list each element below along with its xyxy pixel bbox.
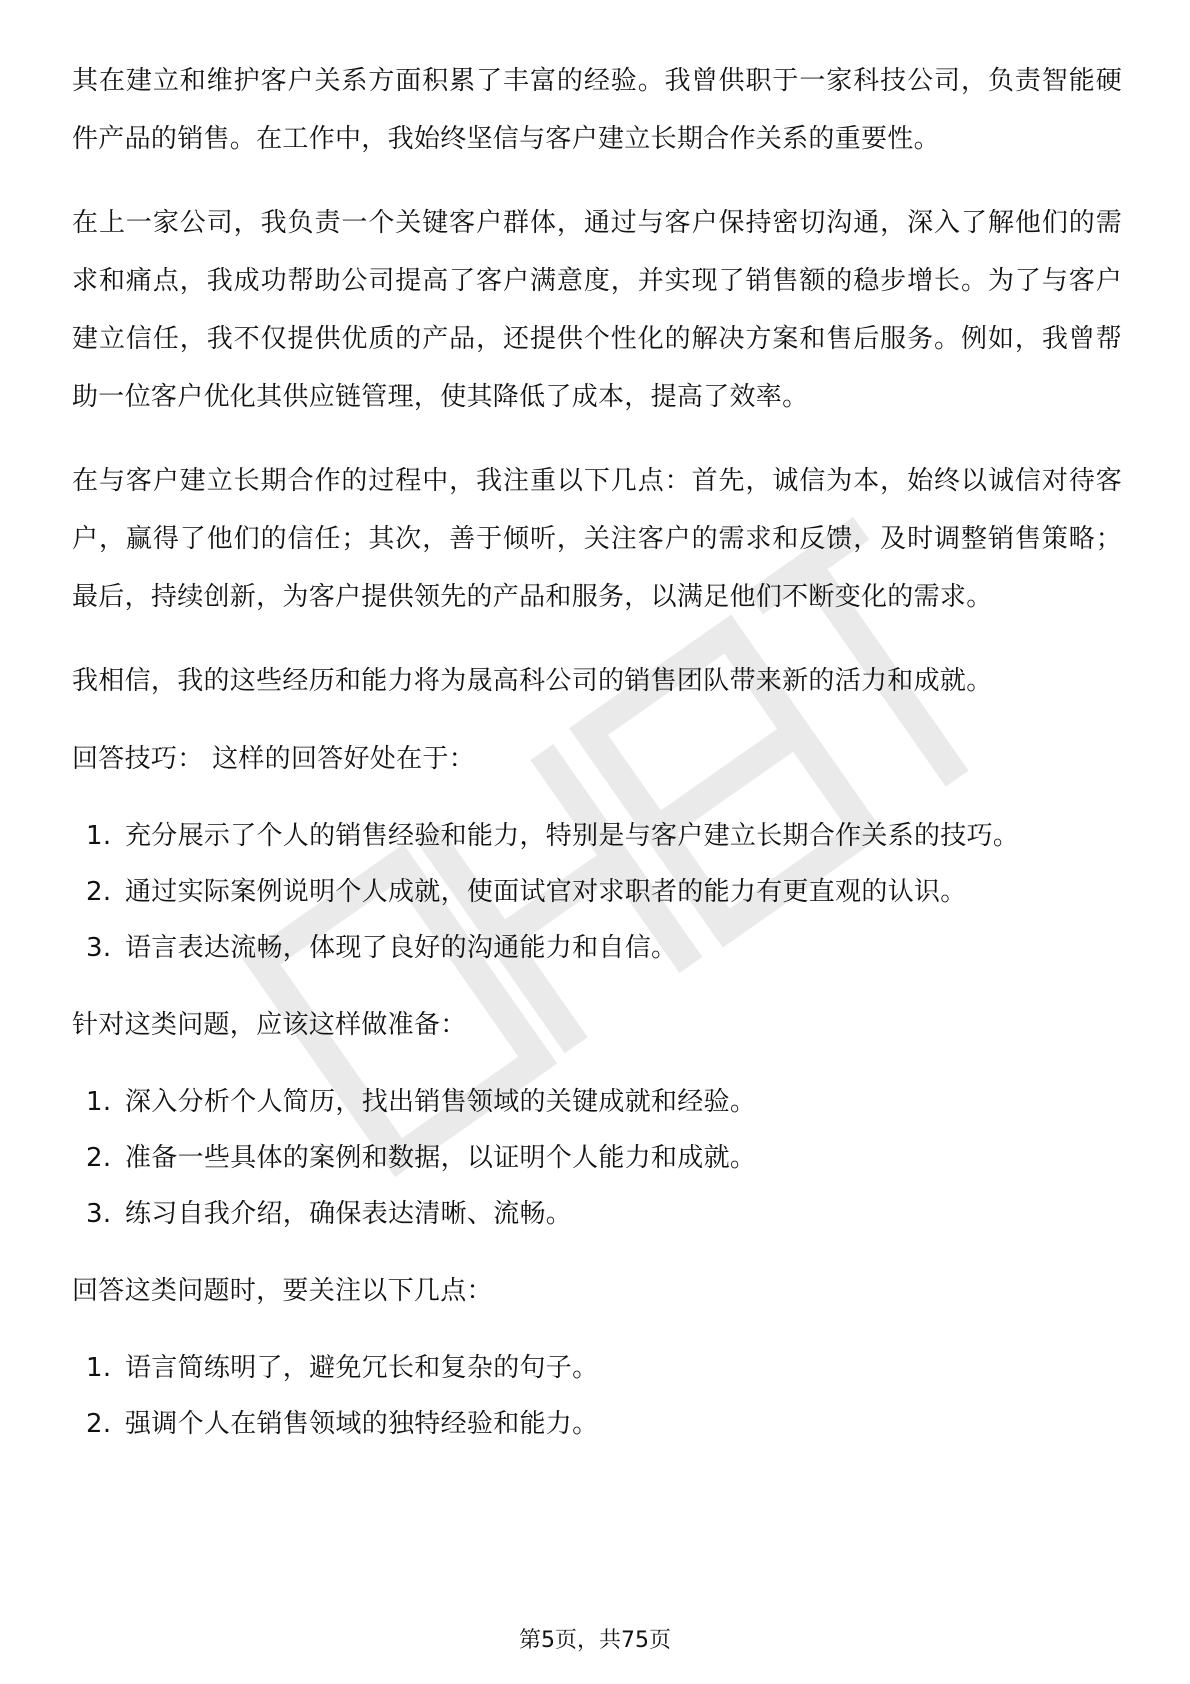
list-text: 语言简练明了，避免冗长和复杂的句子。 (125, 1353, 599, 1383)
paragraph-conclusion: 我相信，我的这些经历和能力将为晟高科公司的销售团队带来新的活力和成就。 (72, 666, 993, 696)
prepare-heading: 针对这类问题，应该这样做准备： (72, 1010, 467, 1040)
list-text: 语言表达流畅，体现了良好的沟通能力和自信。 (125, 933, 678, 963)
list-text: 强调个人在销售领域的独特经验和能力。 (125, 1409, 599, 1439)
list-item (72, 1074, 1122, 1130)
paragraph-experience: 其在建立和维护客户关系方面积累了丰富的经验。我曾供职于一家科技公司，负责智能硬件产品的销售。在工作中，我始终坚信与客户建立长期合作关系的重要性。 (72, 66, 1122, 154)
list-number: 1. (86, 1353, 112, 1383)
list-number: 2. (86, 877, 112, 907)
list-number: 2. (86, 1409, 112, 1439)
list-number: 2. (86, 1143, 112, 1173)
page-number-footer: 第5页，共75页 (519, 1628, 671, 1653)
list-number: 3. (86, 1199, 112, 1229)
list-number: 1. (86, 1087, 112, 1117)
list-item (72, 864, 1122, 920)
list-text: 通过实际案例说明个人成就，使面试官对求职者的能力有更直观的认识。 (125, 877, 967, 907)
list-number: 1. (86, 821, 112, 851)
list-text: 准备一些具体的案例和数据，以证明个人能力和成就。 (125, 1143, 757, 1173)
tips-heading: 回答技巧： 这样的回答好处在于： (72, 744, 476, 774)
list-number: 3. (86, 933, 112, 963)
paragraph-previous-company: 在上一家公司，我负责一个关键客户群体，通过与客户保持密切沟通，深入了解他们的需求和痛点，我成功帮助公司提高了客户满意度，并实现了销售额的稳步增长。为了与客户建立信任，我不仅提供优质的产品，还提供个性化的解决方案和售后服务。例如，我曾帮助一位客户优化其供应链管理，使其降低了成本，提高了效率。 (72, 208, 1122, 412)
list-item (72, 1186, 1122, 1242)
focus-list (72, 1340, 1122, 1452)
tips-list (72, 808, 1122, 976)
list-item (72, 920, 1122, 976)
document-body (72, 52, 1122, 1472)
list-item (72, 1130, 1122, 1186)
list-text: 深入分析个人简历，找出销售领域的关键成就和经验。 (125, 1087, 757, 1117)
list-item (72, 1396, 1122, 1452)
list-item (72, 808, 1122, 864)
focus-heading: 回答这类问题时，要关注以下几点： (72, 1276, 493, 1306)
paragraph-key-points: 在与客户建立长期合作的过程中，我注重以下几点：首先，诚信为本，始终以诚信对待客户，赢得了他们的信任；其次，善于倾听，关注客户的需求和反馈，及时调整销售策略；最后，持续创新，为客户提供领先的产品和服务，以满足他们不断变化的需求。 (72, 466, 1122, 612)
list-text: 充分展示了个人的销售经验和能力，特别是与客户建立长期合作关系的技巧。 (125, 821, 1020, 851)
list-item (72, 1340, 1122, 1396)
list-text: 练习自我介绍，确保表达清晰、流畅。 (125, 1199, 573, 1229)
prepare-list (72, 1074, 1122, 1242)
